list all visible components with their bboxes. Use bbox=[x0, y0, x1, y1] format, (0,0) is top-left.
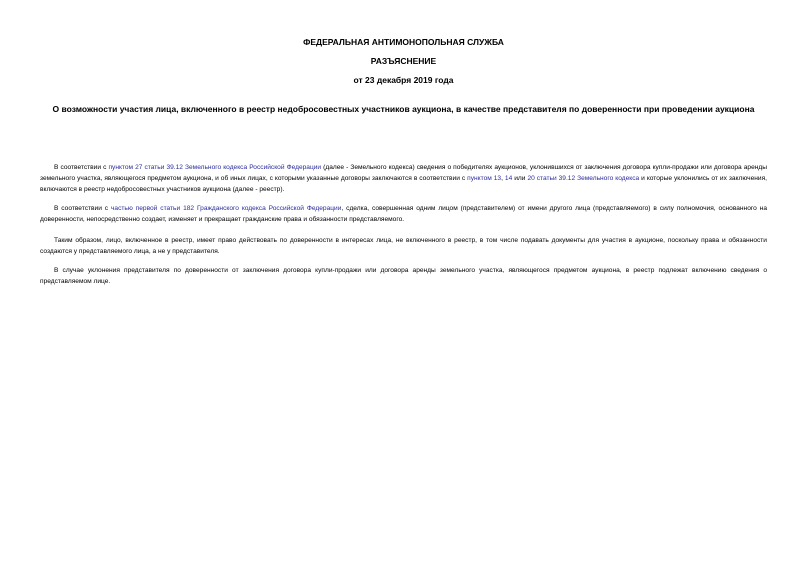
link-land-code-art-39-12-p27[interactable]: пунктом 27 статьи 39.12 Земельного кодекса Российской Федерации bbox=[108, 163, 322, 171]
paragraph-3 bbox=[40, 235, 767, 257]
text-fragment: В соответствии с bbox=[54, 204, 111, 212]
text-fragment: Таким образом, лицо, включенное в реестр, имеет право действовать по доверенности в интересах лица, не включенного в реестр, в том числе подавать документы для участия в аукционе, поскольку права и обязанности создаются у представляемого лица, а не у представителя. bbox=[40, 236, 767, 255]
paragraph-4 bbox=[40, 265, 767, 287]
organization-name: ФЕДЕРАЛЬНАЯ АНТИМОНОПОЛЬНАЯ СЛУЖБА bbox=[303, 37, 504, 47]
text-fragment: , bbox=[501, 174, 505, 182]
text-fragment: (далее - Земельного кодекса) сведения о победителях аукционов, уклонившихся от заключения договора купли-продажи или договора аренды земельного участка, являющегося предметом аукциона, и об иных лицах, с которыми указанные договоры заключаются в соответствии с bbox=[40, 163, 767, 182]
document-type: РАЗЪЯСНЕНИЕ bbox=[370, 56, 437, 66]
link-land-code-art-39-12-p20[interactable]: 20 статьи 39.12 Земельного кодекса bbox=[527, 174, 640, 182]
paragraph-2 bbox=[40, 203, 767, 225]
paragraph-1 bbox=[40, 162, 767, 195]
text-fragment: В случае уклонения представителя по доверенности от заключения договора купли-продажи или договора аренды земельного участка, являющегося предметом аукциона, в реестр подлежат включению сведения о представляемом лице. bbox=[40, 266, 767, 285]
text-fragment: , сделка, совершенная одним лицом (представителем) от имени другого лица (представляемого) в силу полномочия, основанного на доверенности, непосредственно создает, изменяет и прекращает гражданские права и обязанности представляемого. bbox=[40, 204, 767, 223]
text-fragment: или bbox=[512, 174, 528, 182]
text-fragment: В соответствии с bbox=[54, 163, 109, 171]
link-civil-code-art-182[interactable]: частью первой статьи 182 Гражданского кодекса Российской Федерации bbox=[110, 204, 342, 212]
document-date: от 23 декабря 2019 года bbox=[353, 75, 454, 85]
document-title: О возможности участия лица, включенного в реестр недобросовестных участников аукциона, в качестве представителя по доверенности при проведении аукциона bbox=[52, 104, 755, 114]
text-fragment: и которые уклонились от их заключения, включаются в реестр недобросовестных участников аукциона (далее - реестр). bbox=[40, 174, 767, 193]
link-point-13[interactable]: пунктом 13 bbox=[467, 174, 502, 182]
link-point-14[interactable]: 14 bbox=[504, 174, 513, 182]
